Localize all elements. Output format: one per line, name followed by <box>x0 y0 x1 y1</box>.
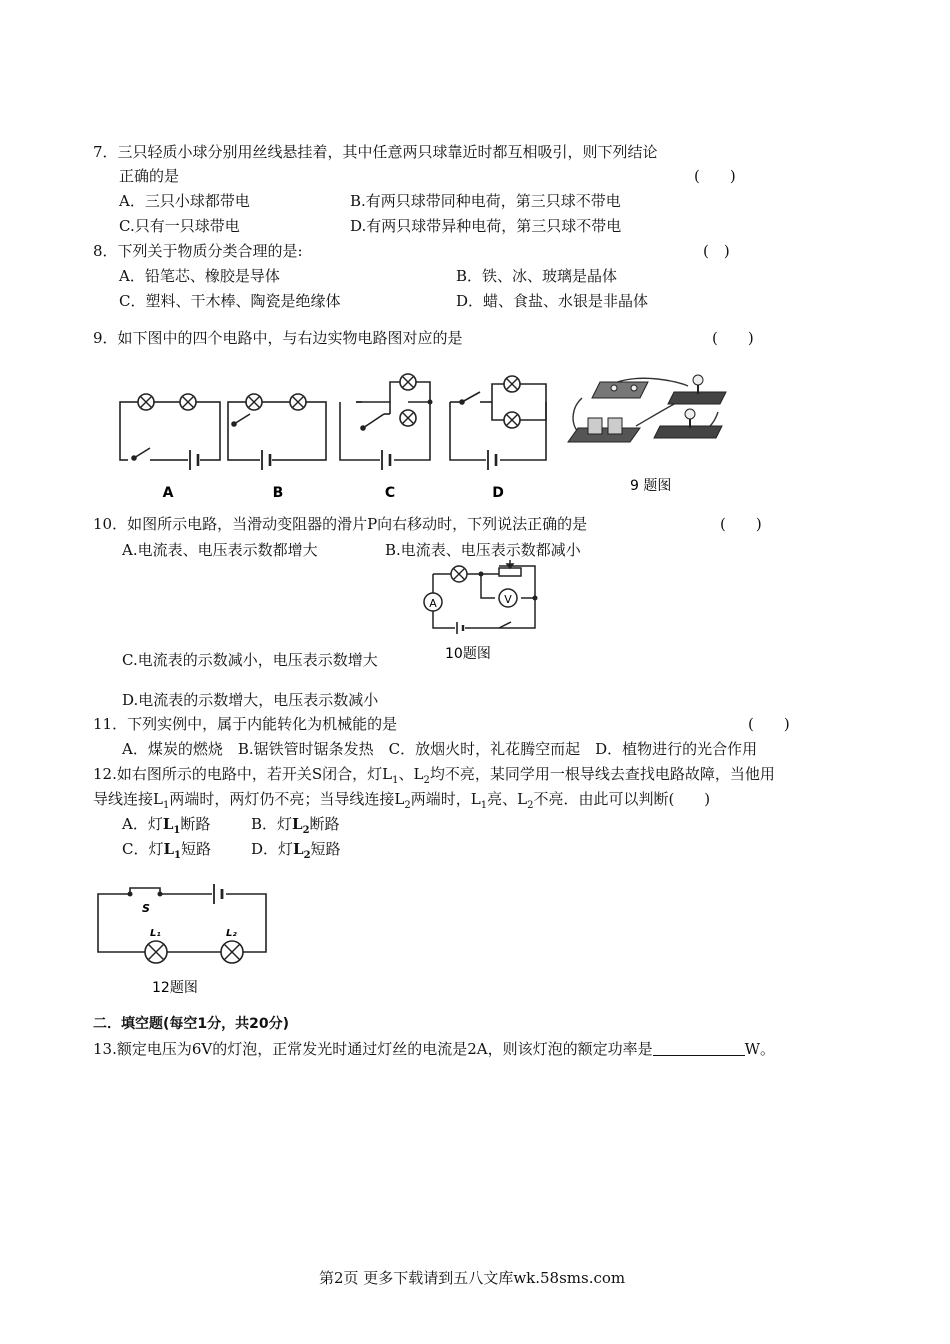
q7-option-a: A．三只小球都带电 <box>119 192 250 210</box>
page-footer: 第2页 更多下载请到五八文库wk.58sms.com <box>319 1269 626 1287</box>
q12-stem-line2: 导线连接$L_1$两端时，两灯仍不亮；当导线连接$L_2$两端时，$L_1$亮、$L_2$不亮．由此可以判断( ) <box>93 790 711 811</box>
q9-circuit-a <box>120 402 220 460</box>
q13-answer-blank[interactable] <box>653 1041 745 1056</box>
q9-label-a: A <box>162 485 174 501</box>
q10-circuit-figure <box>415 556 555 666</box>
q9-answer-bracket: ( ) <box>712 329 754 347</box>
q11-answer-bracket: ( ) <box>748 715 790 733</box>
q9-circuit-figure <box>100 362 740 504</box>
q9-stem: 9．如下图中的四个电路中，与右边实物电路图对应的是 <box>93 329 463 347</box>
q12-switch-label: S <box>142 902 150 915</box>
q10-option-a: A.电流表、电压表示数都增大 <box>122 541 318 559</box>
q9-label-c: C <box>384 485 396 501</box>
q10-ammeter-label: A <box>429 597 437 610</box>
q12-lamp2-label: L₂ <box>226 928 237 939</box>
q7-stem-line1: 7．三只轻质小球分别用丝线悬挂着，其中任意两只球靠近时都互相吸引，则下列结论 <box>93 143 658 161</box>
q10-voltmeter-label: V <box>504 593 512 606</box>
q10-answer-bracket: ( ) <box>720 515 762 533</box>
q7-answer-bracket: ( ) <box>694 167 736 185</box>
q9-circuit-c <box>340 382 430 460</box>
q8-answer-bracket: ( ) <box>703 242 730 260</box>
q8-option-b: B．铁、冰、玻璃是晶体 <box>456 267 618 285</box>
q9-circuit-d <box>450 384 546 460</box>
q10-option-d: D.电流表的示数增大，电压表示数减小 <box>122 691 379 709</box>
q12-caption: 12题图 <box>152 980 198 996</box>
q10-option-c: C.电流表的示数减小，电压表示数增大 <box>122 651 378 669</box>
q12-circuit-figure <box>90 880 280 1000</box>
q8-option-a: A．铅笔芯、橡胶是导体 <box>119 267 280 285</box>
q12-option-a: A．灯$L_1$断路 <box>122 815 211 836</box>
section2-title: 二．填空题(每空1分，共20分) <box>93 1016 290 1032</box>
q12-stem-line1: 12.如右图所示的电路中，若开关S闭合，灯$L_1$、$L_2$均不亮，某同学用一根导线去查找电路故障，当他用 <box>93 765 775 786</box>
q12-option-d: D．灯$L_2$短路 <box>251 840 341 861</box>
q10-stem: 10．如图所示电路，当滑动变阻器的滑片P向右移动时，下列说法正确的是 <box>93 515 588 533</box>
q10-option-b: B.电流表、电压表示数都减小 <box>385 541 581 559</box>
q12-option-c: C．灯$L_1$短路 <box>122 840 212 861</box>
q7-option-c: C.只有一只球带电 <box>119 217 240 235</box>
q8-stem: 8．下列关于物质分类合理的是: <box>93 242 303 260</box>
q11-stem: 11．下列实例中，属于内能转化为机械能的是 <box>93 715 398 733</box>
q10-caption: 10题图 <box>445 646 491 662</box>
q9-label-b: B <box>272 485 284 501</box>
q8-option-c: C．塑料、干木棒、陶瓷是绝缘体 <box>119 292 341 310</box>
q12-lamp1-label: L₁ <box>150 928 161 939</box>
q8-option-d: D．蜡、食盐、水银是非晶体 <box>456 292 649 310</box>
q11-options: A．煤炭的燃烧 B.锯铁管时锯条发热 C．放烟火时，礼花腾空而起 D．植物进行的光合作用 <box>122 740 758 758</box>
q12-option-b: B．灯$L_2$断路 <box>251 815 340 836</box>
q9-physical-circuit-image <box>568 375 726 442</box>
q9-label-d: D <box>492 485 504 501</box>
q13-text: 13.额定电压为6V的灯泡，正常发光时通过灯丝的电流是2A，则该灯泡的额定功率是 W。 <box>93 1040 776 1058</box>
q7-option-b: B.有两只球带同种电荷，第三只球不带电 <box>350 192 621 210</box>
q7-stem-line2: 正确的是 <box>119 167 180 185</box>
q12-answer-bracket: ( ) <box>668 790 711 808</box>
q9-caption: 9 题图 <box>630 478 672 494</box>
q9-circuit-b <box>228 402 326 460</box>
q7-option-d: D.有两只球带异种电荷，第三只球不带电 <box>350 217 622 235</box>
